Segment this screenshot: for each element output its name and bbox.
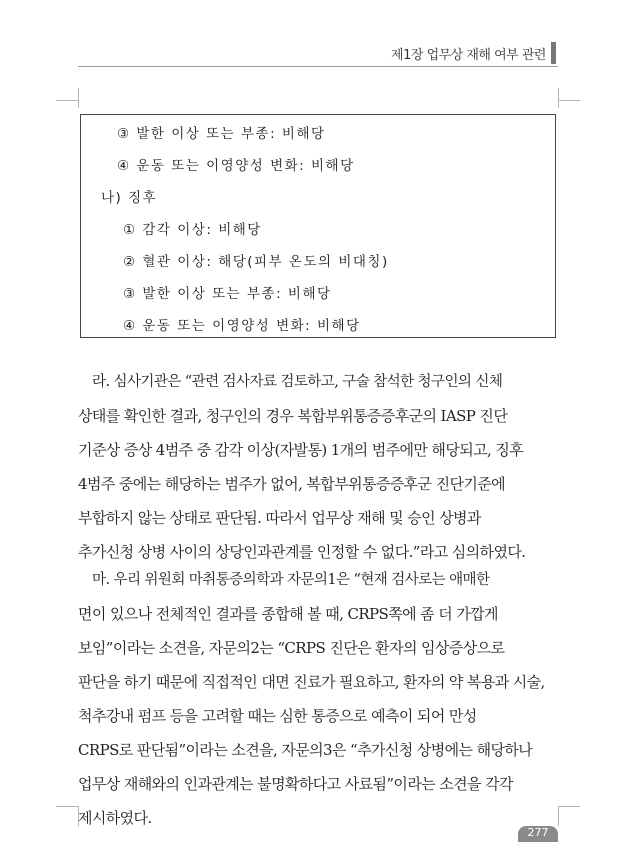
header-title: 제1장 업무상 재해 여부 관련: [391, 48, 546, 63]
header-accent-bar: [551, 42, 556, 64]
paragraph-line: 척추강내 펌프 등을 고려할 때는 심한 통증으로 예측이 되어 만성: [78, 707, 477, 725]
paragraph-line: 면이 있으나 전체적인 결과를 종합해 볼 때, CRPS쪽에 좀 더 가깝게: [78, 605, 498, 623]
box-line: ③ 발한 이상 또는 부종: 비해당: [117, 126, 326, 142]
page-number: 277: [518, 826, 558, 842]
paragraph-line: 4범주 중에는 해당하는 범주가 없어, 복합부위통증증후군 진단기준에: [78, 475, 506, 493]
paragraph-line: 추가신청 상병 사이의 상당인과관계를 인정할 수 없다.”라고 심의하였다.: [78, 543, 526, 561]
paragraph-line: 라. 심사기관은 “관련 검사자료 검토하고, 구술 참석한 청구인의 신체: [92, 373, 503, 390]
paragraph-line: 부합하지 않는 상태로 판단됨. 따라서 업무상 재해 및 승인 상병과: [78, 509, 481, 527]
findings-box: [80, 114, 556, 338]
box-line: ③ 발한 이상 또는 부종: 비해당: [123, 286, 332, 302]
paragraph-line: 보임”이라는 소견을, 자문의2는 “CRPS 진단은 환자의 임상증상으로: [78, 639, 505, 657]
crop-mark: [558, 806, 580, 807]
paragraph-line: 마. 우리 위원회 마취통증의학과 자문의1은 “현재 검사로는 애매한: [92, 571, 490, 588]
box-line: ② 혈관 이상: 해당(피부 온도의 비대칭): [123, 254, 389, 270]
crop-mark: [558, 88, 559, 108]
paragraph-line: 상태를 확인한 결과, 청구인의 경우 복합부위통증증후군의 IASP 진단: [78, 407, 508, 425]
paragraph-line: 기준상 증상 4범주 중 감각 이상(자발통) 1개의 범주에만 해당되고, 징후: [78, 441, 524, 459]
box-line: ④ 운동 또는 이영양성 변화: 비해당: [123, 318, 361, 334]
crop-mark: [558, 806, 559, 826]
box-line: ① 감각 이상: 비해당: [123, 222, 262, 238]
paragraph-line: 업무상 재해와의 인과관계는 불명확하다고 사료됨”이라는 소견을 각각: [78, 775, 513, 793]
crop-mark: [56, 100, 78, 101]
paragraph-line: CRPS로 판단됨”이라는 소견을, 자문의3은 “추가신청 상병에는 해당하나: [78, 741, 533, 759]
running-header: [78, 40, 558, 67]
paragraph-ra: [78, 365, 558, 569]
crop-mark: [78, 88, 79, 108]
paragraph-line: 판단을 하기 때문에 직접적인 대면 진료가 필요하고, 환자의 약 복용과 시술,: [78, 673, 545, 691]
paragraph-ma: [78, 563, 558, 835]
crop-mark: [558, 100, 580, 101]
box-line: 나) 징후: [101, 190, 158, 206]
paragraph-line: 제시하였다.: [78, 809, 152, 827]
crop-mark: [56, 806, 78, 807]
box-line: ④ 운동 또는 이영양성 변화: 비해당: [117, 158, 355, 174]
